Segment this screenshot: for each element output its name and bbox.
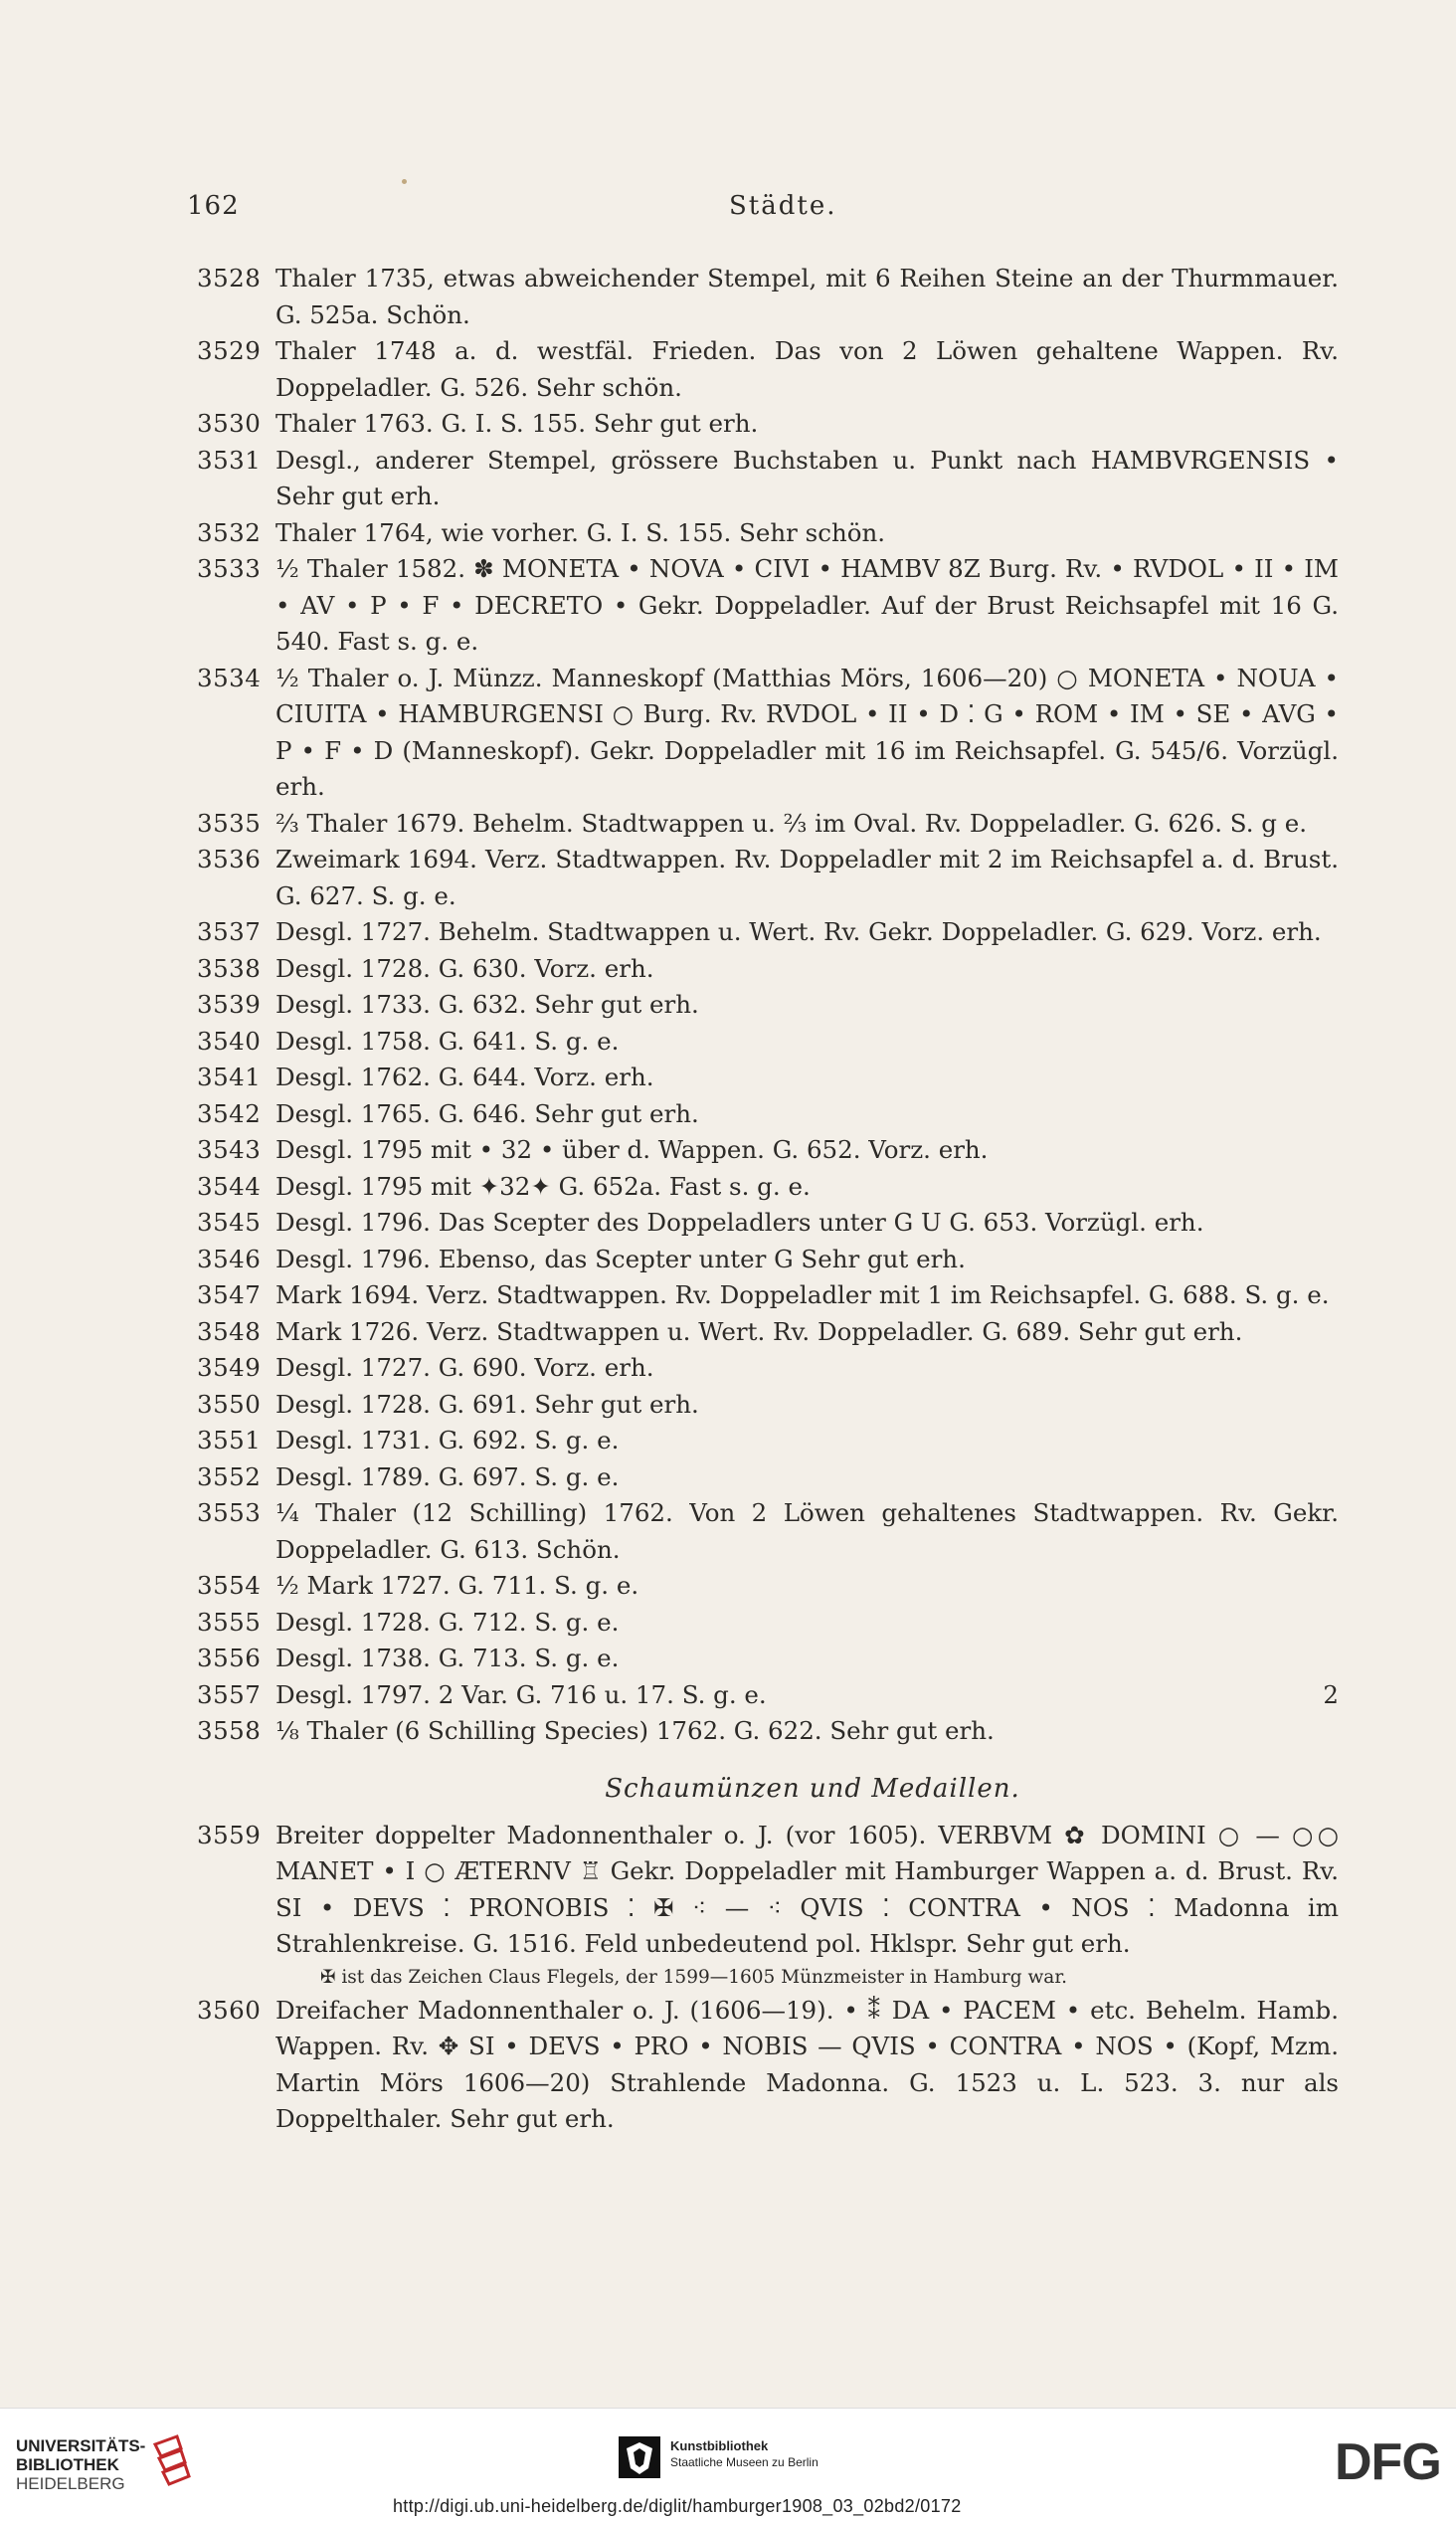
entry-description: Desgl. 1727. Behelm. Stadtwappen u. Wert. Rv. Gekr. Doppeladler. G. 629. Vorz. erh. — [275, 917, 1322, 946]
catalog-entry — [0, 515, 1456, 552]
entry-text — [275, 842, 1339, 914]
entry-text — [275, 806, 1339, 843]
entry-number: 3546 — [197, 1244, 262, 1273]
entry-text — [275, 1277, 1339, 1314]
entry-description: ¼ Thaler (12 Schilling) 1762. Von 2 Löwen gehaltenes Stadtwappen. Rv. Gekr. Doppeladler. G. 613. Schön. — [275, 1498, 1339, 1564]
entry-text — [275, 333, 1339, 406]
catalog-entry — [0, 1993, 1456, 2138]
kunst-title: Kunstbibliothek — [670, 2438, 769, 2453]
entry-text — [275, 914, 1339, 951]
library-line: BIBLIOTHEK — [16, 2455, 119, 2474]
entry-number: 3537 — [197, 917, 262, 946]
entry-number: 3544 — [197, 1171, 262, 1201]
entry-description: Breiter doppelter Madonnenthaler o. J. (vor 1605). VERBVM ✿ DOMINI ○ — ○○ MANET • I ○ ÆTERNV ♖ Gekr. Doppeladler mit Hamburger Wappen a. d. Brust. Rv. SI • DEVS ⁚ PRONOBIS ⁚ ✠ ⁖ — ⁖ QVIS ⁚ CONTRA • NOS ⁚ Madonna im Strahlenkreise. G. 1516. Feld unbedeutend pol. Hklspr. Sehr gut erh. — [275, 1820, 1339, 1958]
page-number: 162 — [187, 191, 240, 221]
entry-description: Mark 1694. Verz. Stadtwappen. Rv. Doppeladler mit 1 im Reichsapfel. G. 688. S. g. e. — [275, 1280, 1330, 1309]
section-heading: Schaumünzen und Medaillen. — [605, 1773, 1020, 1804]
library-line: HEIDELBERG — [16, 2474, 125, 2493]
catalog-entry — [0, 1350, 1456, 1387]
entry-number: 3556 — [197, 1644, 262, 1672]
eagle-logo-icon — [619, 2436, 660, 2478]
library-logo-icon — [151, 2434, 201, 2486]
catalog-entries — [0, 261, 1456, 2138]
entry-text — [275, 515, 1339, 552]
catalog-entry — [0, 1132, 1456, 1169]
catalog-entry — [0, 1387, 1456, 1424]
entry-description: Thaler 1735, etwas abweichender Stempel, mit 6 Reihen Steine an der Thurmmauer. G. 525a. Schön. — [275, 264, 1339, 329]
entry-description: Desgl. 1789. G. 697. S. g. e. — [275, 1461, 620, 1491]
entry-text — [275, 1677, 1339, 1714]
catalog-entry — [0, 1641, 1456, 1677]
entry-text — [275, 1495, 1339, 1568]
entry-number: 3551 — [197, 1426, 262, 1454]
entry-number: 3547 — [197, 1280, 262, 1309]
entry-description: Desgl., anderer Stempel, grössere Buchstaben u. Punkt nach HAMBVRGENSIS • Sehr gut erh. — [275, 445, 1339, 510]
entry-number: 3552 — [197, 1461, 262, 1491]
entry-description: Desgl. 1727. G. 690. Vorz. erh. — [275, 1353, 654, 1382]
entry-text — [275, 1641, 1339, 1677]
catalog-entry — [0, 951, 1456, 988]
catalog-entry — [0, 1277, 1456, 1314]
entry-description: Desgl. 1795 mit • 32 • über d. Wappen. G. 652. Vorz. erh. — [275, 1135, 989, 1164]
entry-description: Mark 1726. Verz. Stadtwappen u. Wert. Rv. Doppeladler. G. 689. Sehr gut erh. — [275, 1316, 1243, 1346]
footnote: ✠ ist das Zeichen Claus Flegels, der 1599—1605 Münzmeister in Hamburg war. — [320, 1966, 1068, 1988]
entry-text — [275, 1818, 1339, 1963]
entry-number: 3529 — [197, 336, 262, 365]
entry-number: 3545 — [197, 1208, 262, 1237]
entry-text — [275, 1423, 1339, 1459]
entry-number: 3530 — [197, 409, 262, 438]
entry-text — [275, 1314, 1339, 1351]
entry-number: 3542 — [197, 1098, 262, 1128]
catalog-entry — [0, 987, 1456, 1024]
catalog-entry — [0, 1314, 1456, 1351]
entry-number: 3540 — [197, 1026, 262, 1056]
entry-text — [275, 1096, 1339, 1133]
catalog-entry — [0, 1024, 1456, 1061]
library-line: UNIVERSITÄTS- — [16, 2436, 146, 2455]
entry-description: Desgl. 1796. Das Scepter des Doppeladlers unter G U G. 653. Vorzügl. erh. — [275, 1208, 1204, 1237]
entry-number: 3541 — [197, 1063, 262, 1091]
entry-number: 3538 — [197, 953, 262, 983]
entry-text — [275, 1060, 1339, 1096]
catalog-entry — [0, 443, 1456, 515]
catalog-entry — [0, 551, 1456, 661]
entry-text — [275, 1350, 1339, 1387]
entry-description: Thaler 1764, wie vorher. G. I. S. 155. Sehr schön. — [275, 517, 886, 547]
entry-text — [275, 551, 1339, 661]
entry-description: Desgl. 1758. G. 641. S. g. e. — [275, 1026, 620, 1056]
entry-description: Desgl. 1797. 2 Var. G. 716 u. 17. S. g. e. — [275, 1679, 767, 1709]
entry-description: Desgl. 1733. G. 632. Sehr gut erh. — [275, 990, 699, 1019]
entry-description: Thaler 1748 a. d. westfäl. Frieden. Das von 2 Löwen gehaltene Wappen. Rv. Doppeladler. G. 526. Sehr schön. — [275, 336, 1339, 402]
entry-list-medaillen — [0, 1818, 1456, 1963]
catalog-entry — [0, 406, 1456, 443]
entry-description: ⅔ Thaler 1679. Behelm. Stadtwappen u. ⅔ im Oval. Rv. Doppeladler. G. 626. S. g e. — [275, 808, 1308, 838]
entry-text — [275, 1713, 1339, 1750]
entry-count: 2 — [1323, 1679, 1339, 1709]
entry-description: Zweimark 1694. Verz. Stadtwappen. Rv. Doppeladler mit 2 im Reichsapfel a. d. Brust. G. 627. S. g. e. — [275, 845, 1339, 910]
catalog-entry — [0, 1242, 1456, 1278]
entry-list-medaillen-continued — [0, 1993, 1456, 2138]
entry-description: Desgl. 1795 mit ✦32✦ G. 652a. Fast s. g. e. — [275, 1171, 811, 1201]
catalog-entry — [0, 1677, 1456, 1714]
entry-text — [275, 1387, 1339, 1424]
kunst-subtitle: Staatliche Museen zu Berlin — [670, 2455, 819, 2469]
entry-text — [275, 1459, 1339, 1496]
catalog-entry — [0, 661, 1456, 806]
entry-description: ⅛ Thaler (6 Schilling Species) 1762. G. 622. Sehr gut erh. — [275, 1716, 995, 1745]
catalog-entry — [0, 806, 1456, 843]
catalog-entry — [0, 1459, 1456, 1496]
entry-number: 3533 — [197, 554, 262, 583]
footer-bar — [0, 2408, 1456, 2521]
entry-description: Thaler 1763. G. I. S. 155. Sehr gut erh. — [275, 409, 759, 438]
entry-number: 3560 — [197, 1995, 262, 2025]
dfg-logo: DFG — [1335, 2433, 1441, 2491]
entry-description: Desgl. 1765. G. 646. Sehr gut erh. — [275, 1098, 699, 1128]
catalog-entry — [0, 1169, 1456, 1206]
catalog-entry — [0, 261, 1456, 333]
entry-list-thaler — [0, 261, 1456, 1750]
catalog-entry — [0, 1423, 1456, 1459]
entry-text — [275, 1169, 1339, 1206]
entry-number: 3554 — [197, 1571, 262, 1600]
entry-number: 3555 — [197, 1607, 262, 1637]
entry-text — [275, 1205, 1339, 1242]
entry-number: 3553 — [197, 1498, 262, 1527]
entry-text — [275, 443, 1339, 515]
running-head — [187, 191, 1341, 231]
entry-text — [275, 1132, 1339, 1169]
catalog-entry — [0, 1096, 1456, 1133]
entry-description: Desgl. 1762. G. 644. Vorz. erh. — [275, 1063, 654, 1091]
entry-number: 3549 — [197, 1353, 262, 1382]
entry-description: Desgl. 1728. G. 691. Sehr gut erh. — [275, 1389, 699, 1419]
entry-text — [275, 951, 1339, 988]
entry-number: 3535 — [197, 808, 262, 838]
kunstbibliothek-label — [670, 2438, 819, 2470]
entry-text — [275, 1568, 1339, 1605]
entry-text — [275, 1024, 1339, 1061]
entry-number: 3534 — [197, 663, 262, 692]
entry-number: 3550 — [197, 1389, 262, 1419]
entry-description: Dreifacher Madonnenthaler o. J. (1606—19). • ⁑ DA • PACEM • etc. Behelm. Hamb. Wappen. Rv. ✥ SI • DEVS • PRO • NOBIS — QVIS • CONTRA • NOS • (Kopf, Mzm. Martin Mörs 1606—20) Strahlende Madonna. G. 1523 u. L. 523. 3. nur als Doppelthaler. Sehr gut erh. — [275, 1995, 1339, 2133]
library-name — [16, 2436, 145, 2493]
entry-text — [275, 261, 1339, 333]
entry-description: Desgl. 1728. G. 712. S. g. e. — [275, 1607, 620, 1637]
entry-text — [275, 1605, 1339, 1642]
entry-description: Desgl. 1728. G. 630. Vorz. erh. — [275, 953, 654, 983]
catalog-entry — [0, 333, 1456, 406]
entry-number: 3528 — [197, 264, 262, 292]
entry-number: 3557 — [197, 1679, 262, 1709]
entry-description: ½ Thaler 1582. ✽ MONETA • NOVA • CIVI • HAMBV 8Z Burg. Rv. • RVDOL • II • IM • AV • P • F • DECRETO • Gekr. Doppeladler. Auf der Brust Reichsapfel mit 16 G. 540. Fast s. g. e. — [275, 554, 1339, 656]
entry-number: 3543 — [197, 1135, 262, 1164]
entry-text — [275, 1242, 1339, 1278]
entry-description: Desgl. 1731. G. 692. S. g. e. — [275, 1426, 620, 1454]
catalog-entry — [0, 1495, 1456, 1568]
catalog-entry — [0, 1568, 1456, 1605]
entry-number: 3536 — [197, 845, 262, 873]
entry-text — [275, 661, 1339, 806]
entry-text — [275, 406, 1339, 443]
entry-description: Desgl. 1738. G. 713. S. g. e. — [275, 1644, 620, 1672]
entry-text — [275, 987, 1339, 1024]
catalog-entry — [0, 1818, 1456, 1963]
catalog-entry — [0, 1205, 1456, 1242]
permalink[interactable]: http://digi.ub.uni-heidelberg.de/diglit/hamburger1908_03_02bd2/0172 — [393, 2496, 962, 2516]
entry-number: 3532 — [197, 517, 262, 547]
running-title: Städte. — [729, 191, 837, 221]
entry-description: ½ Thaler o. J. Münzz. Manneskopf (Matthias Mörs, 1606—20) ○ MONETA • NOUA • CIUITA • HAMBURGENSI ○ Burg. Rv. RVDOL • II • D ⁚ G • ROM • IM • SE • AVG • P • F • D (Manneskopf). Gekr. Doppeladler mit 16 im Reichsapfel. G. 545/6. Vorzügl. erh. — [275, 663, 1339, 801]
entry-number: 3539 — [197, 990, 262, 1019]
catalog-entry — [0, 842, 1456, 914]
entry-number: 3548 — [197, 1316, 262, 1346]
catalog-entry — [0, 914, 1456, 951]
catalog-entry — [0, 1605, 1456, 1642]
catalog-entry — [0, 1713, 1456, 1750]
ink-dot — [402, 179, 407, 184]
entry-number: 3559 — [197, 1820, 262, 1849]
entry-text — [275, 1993, 1339, 2138]
entry-description: Desgl. 1796. Ebenso, das Scepter unter G Sehr gut erh. — [275, 1244, 966, 1273]
entry-description: ½ Mark 1727. G. 711. S. g. e. — [275, 1571, 639, 1600]
catalog-entry — [0, 1060, 1456, 1096]
entry-number: 3558 — [197, 1716, 262, 1745]
entry-number: 3531 — [197, 445, 262, 475]
